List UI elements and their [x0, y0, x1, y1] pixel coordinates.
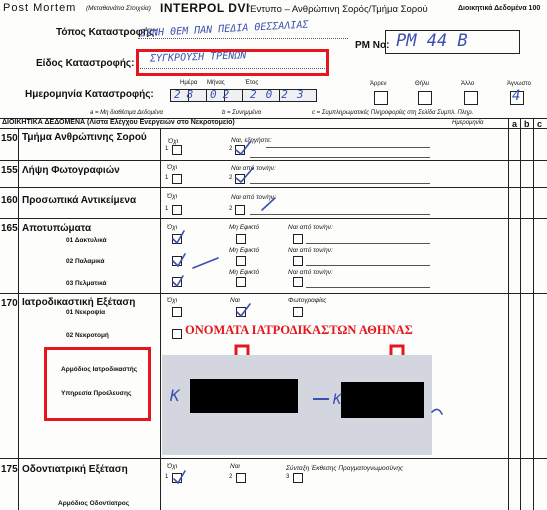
- pm-label: PM No:: [355, 40, 390, 51]
- sex-unknown-label: Άγνωστο: [507, 81, 531, 87]
- tick-165-sub3: [173, 276, 183, 286]
- legend-b: b = Συνημμένα: [222, 110, 262, 116]
- row-175-no: Όχι: [167, 463, 178, 470]
- stray-mark: [432, 409, 442, 414]
- row-170-num: 170: [1, 298, 18, 309]
- row-160-num: 160: [1, 195, 18, 206]
- row-165-yes-3: Ναι από τον/ην:: [288, 269, 333, 276]
- row-175-dentist: Αρμόδιος Οδοντίατρος: [58, 500, 130, 507]
- row-150-no-num: 1: [165, 146, 169, 152]
- type-label: Είδος Καταστροφής:: [36, 58, 135, 69]
- month-value: 02: [210, 88, 236, 101]
- tick-170-sub1: [237, 304, 250, 316]
- row-160-no: Όχι: [167, 193, 178, 200]
- handwritten-k-1: K: [170, 386, 180, 405]
- row-165-no-1: Όχι: [167, 224, 178, 231]
- row-165-yes-2: Ναι από τον/ην:: [288, 247, 333, 254]
- sex-female-label: Θήλυ: [415, 81, 430, 87]
- admin-data-label: Διοικητικά Δεδομένα 100: [458, 5, 541, 12]
- row-170-yes: Ναι: [230, 297, 240, 304]
- day-value: 28: [174, 88, 200, 101]
- tick-150-yes: [236, 141, 251, 154]
- row-160-no-num: 1: [165, 206, 169, 212]
- annotation-heading: ΟΝΟΜΑΤΑ ΙΑΤΡΟΔΙΚΑΣΤΩΝ ΑΘΗΝΑΣ: [185, 323, 413, 337]
- row-165-sub1: 01 Δακτυλικά: [66, 237, 107, 244]
- row-175-num: 175: [1, 464, 18, 475]
- row-170-sub2: 02 Νεκροτομή: [66, 332, 109, 339]
- col-b-header: b: [524, 119, 530, 129]
- tick-165-sub1: [173, 231, 184, 243]
- tick-155-yes: [236, 168, 253, 182]
- interpol-brand: INTERPOL DVI: [160, 1, 250, 15]
- col-c-header: c: [537, 119, 543, 129]
- sex-unknown-mark: 4: [512, 88, 521, 104]
- row-170-sub1: 01 Νεκροψία: [66, 309, 106, 316]
- row-160-label: Προσωπικά Αντικείμενα: [22, 195, 137, 206]
- row-175-report: Σύνταξη Έκθεσης Πραγματογνωμοσύνης: [286, 465, 404, 472]
- row-170-examiner: Αρμόδιος Ιατροδικαστής: [61, 366, 138, 373]
- date-column-header: Ημερομηνία: [452, 120, 484, 126]
- row-165-yes-1: Ναι από τον/ην:: [288, 224, 333, 231]
- row-175-label: Οδοντιατρική Εξέταση: [22, 464, 128, 475]
- row-165-unavail-2: Μη Εφικτό: [229, 247, 260, 254]
- row-175-report-num: 3: [286, 474, 290, 480]
- row-155-yes: Ναι από τον/ην:: [231, 165, 276, 172]
- type-value: ΣΥΓΚΡΟΥΣΗ ΤΡΕΝΩΝ: [149, 50, 247, 65]
- row-155-label: Λήψη Φωτογραφιών: [22, 165, 120, 176]
- row-150-yes: Ναι, εξηγήστε:: [231, 137, 272, 144]
- tick-165-sub2: [173, 254, 185, 266]
- form-title: Έντυπο – Ανθρώπινη Σορός/Τμήμα Σορού: [249, 4, 428, 15]
- year-caption: Έτος: [245, 80, 259, 86]
- row-175-yes: Ναι: [230, 463, 240, 470]
- row-170-no: Όχι: [167, 297, 178, 304]
- day-caption: Ημέρα: [180, 80, 198, 86]
- row-175-yes-num: 2: [229, 474, 233, 480]
- row-170-service: Υπηρεσία Προέλευσης: [61, 390, 132, 397]
- row-175-no-num: 1: [165, 474, 169, 480]
- row-150-label: Τμήμα Ανθρώπινης Σορού: [22, 132, 147, 143]
- row-155-num: 155: [1, 165, 18, 176]
- date-label: Ημερομηνία Καταστροφής:: [25, 89, 154, 100]
- pm-value: PM 44 B: [396, 31, 468, 51]
- place-value: ΞΕΝΗ ΘΕΜ ΠΑΝ ΠΕΔΙΑ ΘΕΣΣΑΛΙΑΣ: [139, 19, 309, 40]
- year-value: 2023: [250, 88, 313, 101]
- row-165-unavail-1: Μη Εφικτό: [229, 224, 260, 231]
- row-150-no: Όχι: [168, 138, 179, 145]
- row-150-yes-num: 2: [229, 146, 233, 152]
- legend-a: a = Μη διαθέσιμα Δεδομένα: [90, 110, 163, 116]
- handwritten-k-2: K: [333, 392, 342, 408]
- row-165-sub2: 02 Παλαμικά: [66, 258, 105, 265]
- row-160-yes: Ναι από τον/ην:: [231, 194, 276, 201]
- row-165-unavail-3: Μη Εφικτό: [229, 269, 260, 276]
- tick-165-sub2-stroke: [193, 258, 218, 268]
- row-155-yes-num: 2: [229, 175, 233, 181]
- row-160-yes-num: 2: [229, 206, 233, 212]
- col-a-header: a: [512, 119, 518, 129]
- place-label: Τόπος Καταστροφής:: [56, 27, 158, 38]
- post-mortem-subtitle: (Μεταθανάτια Στοιχεία): [86, 5, 151, 12]
- row-155-no-num: 1: [165, 175, 169, 181]
- row-170-label: Ιατροδικαστική Εξέταση: [22, 297, 136, 308]
- tick-160-mark: [262, 198, 275, 210]
- post-mortem-text: Post Mortem: [3, 2, 77, 14]
- row-165-label: Αποτυπώματα: [22, 223, 92, 234]
- row-165-num: 165: [1, 223, 18, 234]
- section-title: ΔΙΟΙΚΗΤΙΚΑ ΔΕΔΟΜΕΝΑ (Λίστα Ελέγχου Ενεργειών στο Νεκροτομείο): [2, 119, 235, 126]
- row-155-no: Όχι: [167, 164, 178, 171]
- row-170-photos: Φωτογραφίες: [288, 297, 327, 304]
- row-150-num: 150: [1, 133, 18, 144]
- tick-175-no: [174, 471, 185, 483]
- row-165-sub3: 03 Πελματικά: [66, 280, 107, 287]
- sex-other-label: Άλλο: [461, 81, 475, 87]
- sex-male-label: Άρρεν: [370, 81, 387, 87]
- month-caption: Μήνας: [207, 80, 225, 86]
- legend-c: c = Συμπληρωματικές Πληροφορίες στη Σελίδα Συμπλ. Πληρ.: [312, 110, 474, 116]
